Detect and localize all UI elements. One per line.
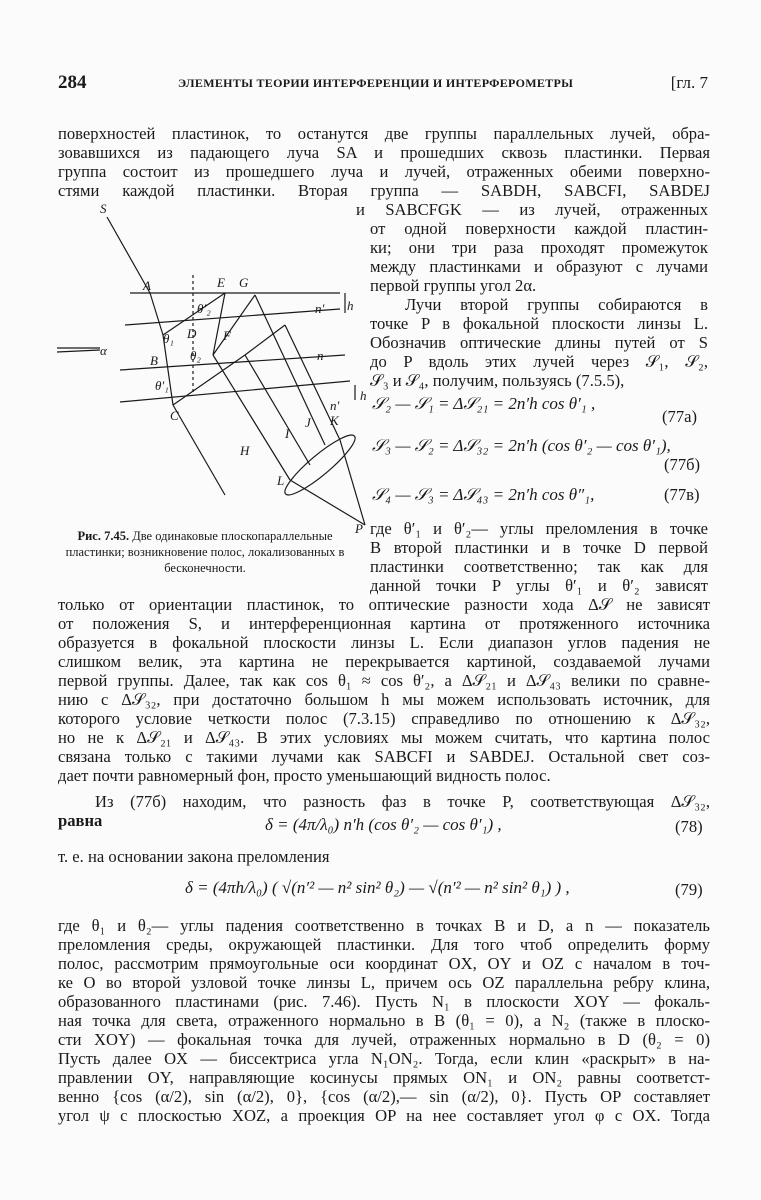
text-line: образованного пластинами (рис. 7.46). Пусть N₁ в плоскости XOY — фокаль- bbox=[58, 992, 710, 1011]
text-line: между пластинками и образуют с лучами bbox=[370, 257, 708, 276]
figure-label: C bbox=[170, 408, 179, 423]
text-line: дает почти равномерный фон, просто уменьшающий видность полос. bbox=[58, 766, 551, 785]
text-line: нию с Δ𝒮₃₂, при достаточно большом h мы можем использовать источник, для bbox=[58, 690, 710, 709]
caption-text: Две одинаковые плоскопараллельные пластинки; возникновение полос, локализованных в бесконечности. bbox=[65, 529, 345, 575]
figure-label: L bbox=[277, 473, 285, 488]
figure-label: θ′₁ bbox=[155, 378, 169, 393]
text-line: первой группы. Далее, так как cos θ₁ ≈ cos θ′₂, а Δ𝒮₂₁ и Δ𝒮₄₃ велики по сравне- bbox=[58, 671, 710, 690]
equation-number: (77в) bbox=[664, 485, 700, 504]
equation-number: (77б) bbox=[664, 455, 701, 474]
text-line: 𝒮₃ и 𝒮₄, получим, пользуясь (7.5.5), bbox=[370, 371, 625, 390]
text-line: первой группы угол 2α. bbox=[370, 276, 537, 295]
figure-label: D bbox=[187, 326, 197, 341]
text-line: полос, рассмотрим прямоугольные оси координат OX, OY и OZ с началом в точ- bbox=[58, 954, 710, 973]
text-line: Обозначив оптические длины путей от S bbox=[370, 333, 708, 352]
text-line: связана только с такими лучами как SABCFI и SABDEJ. Остальной свет соз- bbox=[58, 747, 710, 766]
text-line: стями каждой пластинки. Вторая группа — SABDH, SABCFI, SABDEJ bbox=[58, 181, 710, 200]
figure-label: h bbox=[347, 298, 354, 313]
page-header bbox=[58, 72, 708, 94]
text-line: где θ′₁ и θ′₂— углы преломления в точке bbox=[370, 519, 708, 538]
figure-label: n′ bbox=[330, 398, 340, 413]
text-line: ная точка для света, отраженного нормально в B (θ₁ = 0), а N₂ (также в плоско- bbox=[58, 1011, 710, 1030]
figure-label: K bbox=[330, 413, 339, 428]
figure-label: J bbox=[305, 415, 311, 430]
text-line: зовавшихся из падающего луча SA и прошедших сквозь пластинки. Первая bbox=[58, 143, 710, 162]
text-line: B второй пластинки и в точке D первой bbox=[370, 538, 708, 557]
text-line: но не к Δ𝒮₂₁ и Δ𝒮₄₃. В этих условиях мы можем считать, что картина полос bbox=[58, 728, 710, 747]
figure-label: S bbox=[100, 201, 107, 216]
caption-label: Рис. 7.45. bbox=[77, 529, 130, 543]
text-line: группа состоит из прошедшего луча и лучей, отраженных обеими поверхно- bbox=[58, 162, 710, 181]
equation-79: δ = (4πh/λ₀) ( √(n′² — n² sin² θ₂) — √(n′² — n² sin² θ₁) ) , bbox=[185, 878, 570, 897]
figure-label: θ₂ bbox=[190, 348, 201, 363]
text-line: т. е. на основании закона преломления bbox=[58, 847, 330, 866]
equation-78: δ = (4π/λ₀) n′h (cos θ′₂ — cos θ′₁) , bbox=[265, 815, 502, 834]
equation-77a: 𝒮₂ — 𝒮₁ = Δ𝒮₂₁ = 2n′h cos θ′₁ , bbox=[372, 394, 596, 413]
text-line: до P вдоль этих лучей через 𝒮₁, 𝒮₂, bbox=[370, 352, 708, 371]
text-line: равна bbox=[58, 811, 103, 830]
text-line: образуется в фокальной плоскости линзы L. Если диапазон углов падения не bbox=[58, 633, 710, 652]
figure-label: P bbox=[355, 521, 363, 535]
text-line: правлении OY, направляющие косинусы прямых ON₁ и ON₂ равны соответст- bbox=[58, 1068, 710, 1087]
text-line: данной точки P углы θ′₁ и θ′₂ зависят bbox=[370, 576, 708, 595]
equation-number: (78) bbox=[675, 817, 703, 836]
figure-label: n′ bbox=[315, 301, 325, 316]
text-line: Из (77б) находим, что разность фаз в точке P, соответствующая Δ𝒮₃₂, bbox=[95, 792, 710, 811]
figure-label: n bbox=[317, 348, 324, 363]
figure-label: θ′₂ bbox=[197, 301, 211, 316]
figure-label: A bbox=[143, 278, 151, 293]
text-line: преломления среды, окружающей пластинки. Для того чтоб определить форму bbox=[58, 935, 710, 954]
figure-label: G bbox=[239, 275, 249, 290]
equation-number: (77а) bbox=[662, 407, 698, 426]
text-line: которого условие четкости полос (7.3.15) справедливо по отношению к Δ𝒮₃₂, bbox=[58, 709, 710, 728]
text-line: Лучи второй группы собираются в bbox=[405, 295, 708, 314]
equation-77c: 𝒮₄ — 𝒮₃ = Δ𝒮₄₃ = 2n′h cos θ″₁, bbox=[372, 485, 595, 504]
figure-label: θ₁ bbox=[163, 331, 174, 346]
figure-label: α bbox=[100, 343, 107, 358]
figure-7-45 bbox=[55, 195, 375, 535]
text-line: слишком велик, эта картина не перекрывается картиной, создаваемой лучами bbox=[58, 652, 710, 671]
figure-label: F bbox=[223, 328, 231, 343]
text-line: угол ψ с плоскостью XOZ, а проекция OP на нее составляет угол φ с OX. Тогда bbox=[58, 1106, 710, 1125]
figure-label: I bbox=[285, 426, 290, 441]
text-line: и SABCFGK — из лучей, отраженных bbox=[356, 200, 708, 219]
equation-number: (79) bbox=[675, 880, 703, 899]
figure-label: B bbox=[150, 353, 158, 368]
equation-77b: 𝒮₃ — 𝒮₂ = Δ𝒮₃₂ = 2n′h (cos θ′₂ — cos θ′₁), bbox=[372, 436, 671, 455]
text-line: сти XOY) — фокальная точка для лучей, отраженных нормально в D (θ₂ = 0) bbox=[58, 1030, 710, 1049]
text-line: где θ₁ и θ₂— углы падения соответственно в точках B и D, а n — показатель bbox=[58, 916, 710, 935]
running-title: ЭЛЕМЕНТЫ ТЕОРИИ ИНТЕРФЕРЕНЦИИ И ИНТЕРФЕРОМЕТРЫ bbox=[178, 76, 574, 90]
text-line: пластинки соответственно; так как для bbox=[370, 557, 708, 576]
text-line: от одной поверхности каждой пластин- bbox=[370, 219, 708, 238]
page-number: 284 bbox=[58, 72, 87, 93]
text-line: Пусть далее OX — биссектриса угла N₁ON₂. Тогда, если клин «раскрыт» в на- bbox=[58, 1049, 710, 1068]
figure-label: E bbox=[217, 275, 225, 290]
text-line: ки; они три раза проходят промежуток bbox=[370, 238, 708, 257]
figure-label: H bbox=[240, 443, 250, 458]
text-line: от положения S, и интерференционная картина от протяженного источника bbox=[58, 614, 710, 633]
text-line: венно {cos (α/2), sin (α/2), 0}, {cos (α/2),— sin (α/2), 0}. Пусть OP составляет bbox=[58, 1087, 710, 1106]
text-line: поверхностей пластинок, то останутся две группы параллельных лучей, обра- bbox=[58, 124, 710, 143]
figure-caption bbox=[60, 528, 350, 576]
text-line: только от ориентации пластинок, то оптические разности хода Δ𝒮 не зависят bbox=[58, 595, 710, 614]
figure-label: h bbox=[360, 388, 367, 403]
text-line: ке O во второй узловой точке линзы L, причем ось OZ параллельна ребру клина, bbox=[58, 973, 710, 992]
chapter-marker: [гл. 7 bbox=[670, 73, 708, 92]
text-line: точке P в фокальной плоскости линзы L. bbox=[370, 314, 708, 333]
